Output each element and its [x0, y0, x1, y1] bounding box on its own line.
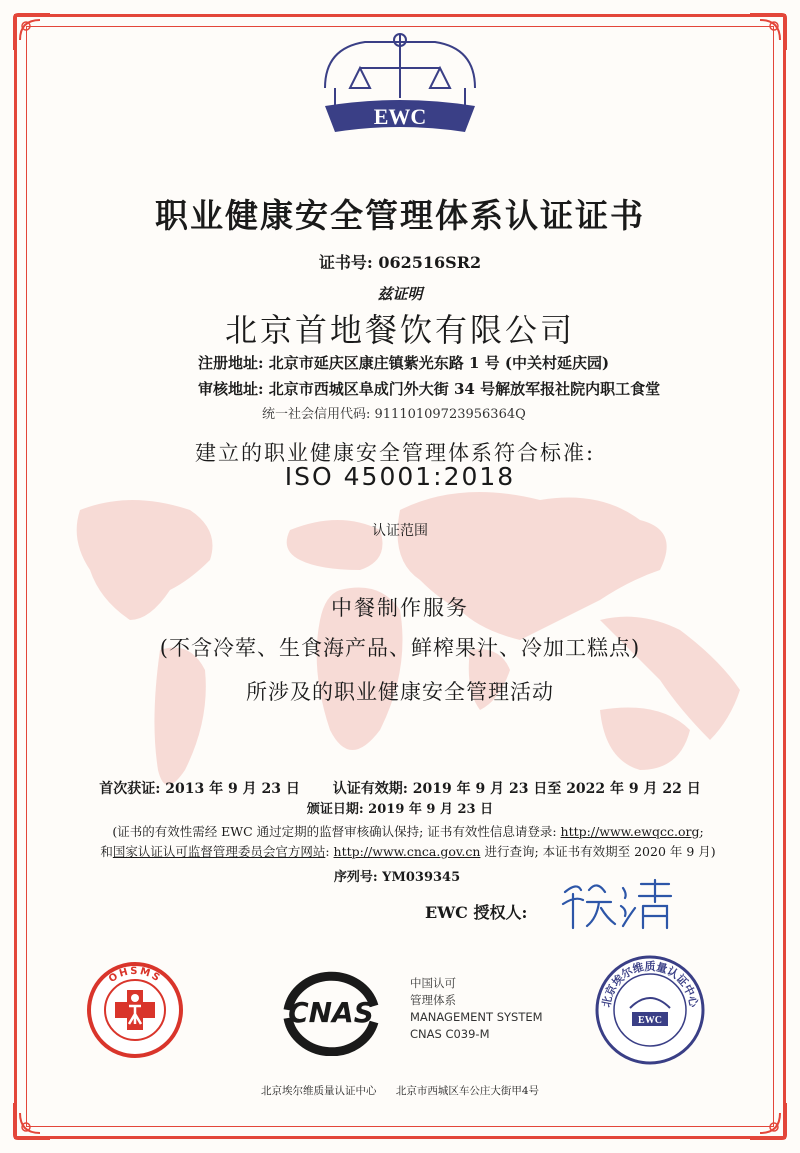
footer-organization: 北京埃尔维质量认证中心 [260, 1085, 377, 1097]
established-statement: 建立的职业健康安全管理体系符合标准: [194, 441, 596, 465]
cnas-line: MANAGEMENT SYSTEM [410, 1010, 543, 1024]
footer-address: 北京市西城区车公庄大街甲4号 [395, 1085, 540, 1097]
seal-ring-text: 北京埃尔维质量认证中心 [599, 960, 701, 1009]
corner-ornament-icon [10, 10, 54, 54]
ohsms-seal [85, 960, 185, 1060]
standard-name: ISO 45001:2018 [284, 462, 516, 491]
scope-label: 认证范围 [372, 523, 428, 539]
cnas-description [410, 975, 543, 1043]
certificate-number: 证书号: 062516SR2 [318, 253, 482, 272]
seal-text: OHSMS [106, 965, 164, 986]
cnas-line: CNAS C039-M [410, 1027, 490, 1041]
audit-address: 审核地址: 北京市西城区阜成门外大街 34 号解放军报社院内职工食堂 [198, 380, 661, 398]
note-text: : [325, 844, 334, 859]
signer-label: EWC 授权人: [425, 903, 528, 922]
ewc-certification-seal [594, 954, 706, 1066]
registered-address: 注册地址: 北京市延庆区康庄镇紫光东路 1 号 (中关村延庆园) [198, 354, 610, 372]
ewc-logo [305, 28, 495, 138]
cnca-website-link[interactable]: http://www.cnca.gov.cn [333, 844, 481, 859]
corner-ornament-icon [746, 1099, 790, 1143]
issue-date: 颁证日期: 2019 年 9 月 23 日 [306, 802, 494, 817]
corner-ornament-icon [746, 10, 790, 54]
cnas-line: 管理体系 [410, 993, 456, 1007]
validity-note-line2 [8, 842, 800, 860]
cnas-line: 中国认可 [410, 976, 456, 990]
note-text: (证书的有效性需经 EWC 通过定期的监督审核确认保持; 证书有效性信息请登录: [112, 824, 561, 839]
cnca-org-name: 国家认证认可监督管理委员会官方网站 [112, 844, 326, 859]
scope-line: 中餐制作服务 [331, 596, 469, 620]
certificate-title: 职业健康安全管理体系认证证书 [155, 196, 645, 235]
note-text: ; [699, 824, 704, 839]
credit-code: 统一社会信用代码: 91110109723956364Q [262, 407, 526, 422]
seal-inner-text: EWC [638, 1015, 662, 1026]
scope-line: (不含冷荤、生食海产品、鲜榨果汁、冷加工糕点) [159, 636, 641, 660]
company-name: 北京首地餐饮有限公司 [224, 311, 575, 349]
logo-text: EWC [373, 104, 427, 129]
hereby-certify: 兹证明 [377, 285, 423, 303]
serial-number: 序列号: YM039345 [333, 870, 461, 885]
validity-period: 认证有效期: 2019 年 9 月 23 日至 2022 年 9 月 22 日 [332, 781, 701, 797]
corner-ornament-icon [10, 1099, 54, 1143]
ewc-website-link[interactable]: http://www.ewqcc.org [560, 824, 700, 839]
cnas-logo-text: CNAS [288, 996, 374, 1029]
first-certified-date: 首次获证: 2013 年 9 月 23 日 [99, 781, 300, 797]
footer [0, 1083, 800, 1098]
scope-line: 所涉及的职业健康安全管理活动 [246, 680, 554, 704]
cnas-logo [268, 970, 394, 1056]
validity-note-line1 [8, 822, 800, 840]
note-text: 和 [100, 844, 113, 859]
dates-row [0, 778, 800, 798]
note-text: 进行查询; 本证书有效期至 2020 年 9 月) [480, 844, 716, 859]
handwritten-signature [557, 872, 677, 932]
